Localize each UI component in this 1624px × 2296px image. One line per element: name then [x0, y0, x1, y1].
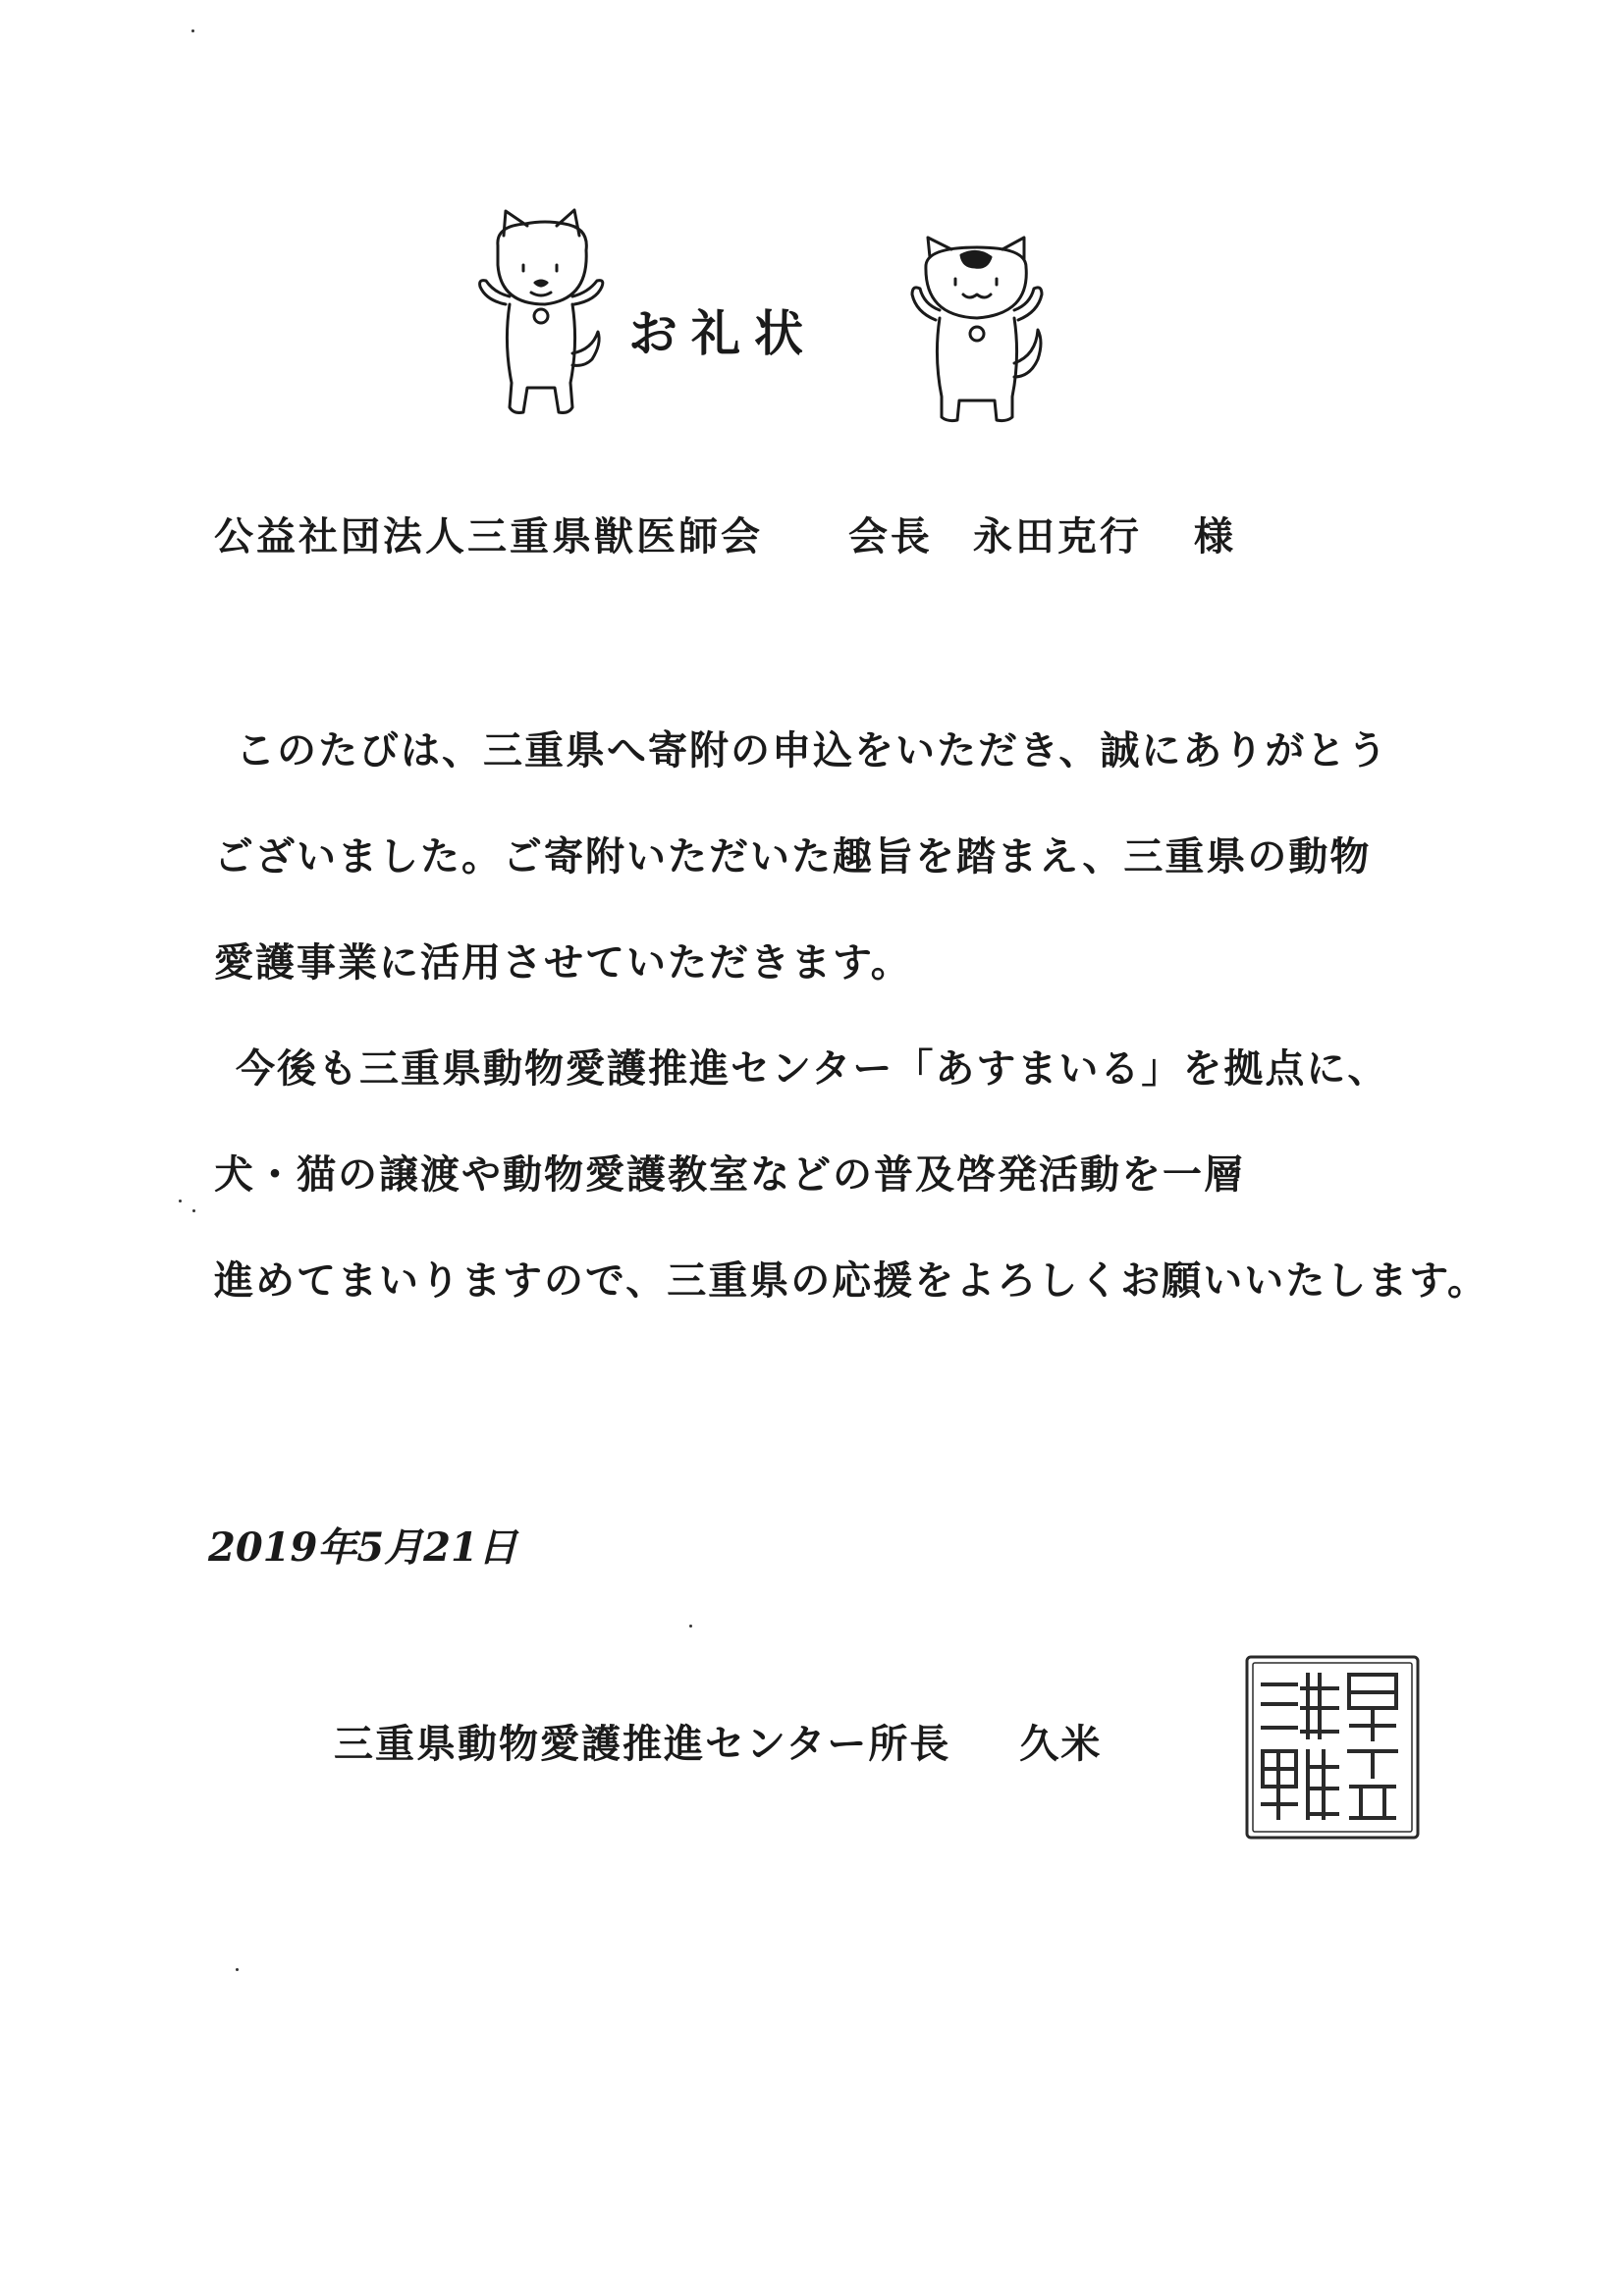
dog-mascot-icon: [476, 206, 609, 427]
signer-office: 三重県動物愛護推進センター所長: [334, 1721, 951, 1767]
signer: [334, 1713, 1102, 1769]
scan-speck: [236, 1968, 239, 1971]
official-seal-icon: [1239, 1649, 1426, 1845]
scan-speck: [689, 1625, 692, 1628]
body-line: 愛護事業に活用させていただきます。: [214, 939, 912, 986]
body-line: 進めてまいりますので、三重県の応援をよろしくお願いいたします。: [214, 1257, 1489, 1304]
recipient-organization: 公益社団法人三重県獣医師会: [214, 513, 763, 560]
scan-speck: [191, 29, 194, 32]
recipient-name: 永田克行: [972, 513, 1142, 560]
recipient-honorific: 様: [1193, 513, 1236, 560]
scan-speck: [179, 1200, 182, 1202]
body-line: このたびは、三重県へ寄附の申込をいただき、誠にありがとう: [236, 727, 1389, 774]
recipient: [214, 506, 1236, 561]
scan-speck: [192, 1209, 195, 1212]
letter-title: お礼状: [628, 304, 817, 362]
body-line: 犬・猫の譲渡や動物愛護教室などの普及啓発活動を一層: [214, 1151, 1245, 1198]
letter-date: 2019年5月21日: [208, 1524, 517, 1571]
cat-mascot-icon: [908, 236, 1046, 427]
recipient-role: 会長: [847, 513, 933, 560]
body-line: ございました。ご寄附いただいた趣旨を踏まえ、三重県の動物: [214, 833, 1372, 880]
body-line: 今後も三重県動物愛護推進センター「あすまいる」を拠点に、: [236, 1045, 1389, 1092]
signer-name: 久米: [1019, 1721, 1103, 1767]
letter-body: [214, 721, 1489, 1358]
